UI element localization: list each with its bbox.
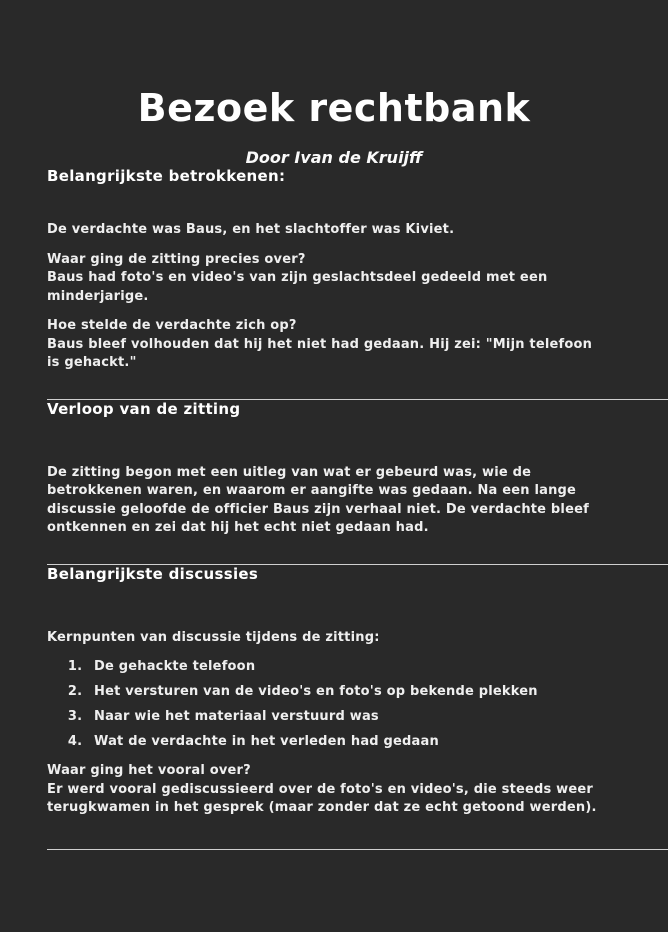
- paragraph: Kernpunten van discussie tijdens de zitting:: [47, 629, 380, 645]
- list-item: 4. Wat de verdachte in het verleden had gedaan: [87, 734, 608, 749]
- question-answer-block: [47, 251, 608, 307]
- question-line: Waar ging het vooral over?: [47, 763, 251, 778]
- answer-line: Baus had foto's en video's van zijn geslachtsdeel gedeeld met een minderjarige.: [47, 270, 548, 304]
- section-heading-discussies: Belangrijkste discussies: [47, 564, 259, 583]
- question-answer-block: [47, 762, 608, 818]
- question-line: Hoe stelde de verdachte zich op?: [47, 318, 297, 333]
- question-answer-block: [47, 317, 608, 373]
- answer-line: Er werd vooral gediscussieerd over de foto's en video's, die steeds weer terugkwamen in het gesprek (maar zonder dat ze echt getoond werden).: [47, 781, 597, 815]
- discussion-points-list: [47, 659, 608, 749]
- paragraph: De verdachte was Baus, en het slachtoffer was Kiviet.: [47, 222, 455, 237]
- answer-line: Baus bleef volhouden dat hij het niet had gedaan. Hij zei: "Mijn telefoon is gehackt.": [47, 336, 593, 370]
- page-title: Bezoek rechtbank: [137, 86, 531, 130]
- section-divider: [47, 849, 668, 850]
- section-heading-verloop: Verloop van de zitting: [47, 399, 241, 418]
- section-heading-betrokkenen: Belangrijkste betrokkenen:: [47, 167, 286, 185]
- list-item: 3. Naar wie het materiaal verstuurd was: [87, 709, 608, 724]
- list-item: 2. Het versturen van de video's en foto's op bekende plekken: [87, 684, 608, 699]
- question-line: Waar ging de zitting precies over?: [47, 251, 306, 267]
- list-item: 1. De gehackte telefoon: [87, 659, 608, 674]
- paragraph: De zitting begon met een uitleg van wat er gebeurd was, wie de betrokkenen waren, en waarom er aangifte was gedaan. Na een lange discussie geloofde de officier Baus zijn verhaal niet. De verdachte bleef ontkennen en zei dat hij het echt niet gedaan had.: [47, 464, 589, 535]
- byline: Door Ivan de Kruijff: [245, 148, 423, 167]
- document-content: [0, 167, 668, 373]
